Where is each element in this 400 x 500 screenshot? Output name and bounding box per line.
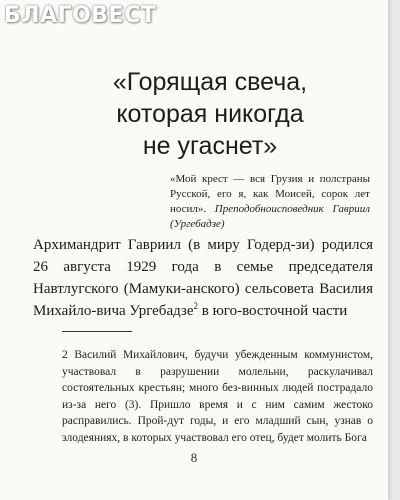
footnote-divider bbox=[62, 331, 132, 332]
epigraph-attribution: Преподобноисповедник Гавриил (Ургебадзе) bbox=[170, 203, 370, 230]
chapter-title bbox=[60, 66, 360, 162]
epigraph bbox=[170, 172, 370, 232]
footnote-reference: 2 bbox=[193, 301, 198, 311]
epigraph-quote: «Мой крест — вся Грузия и полстраны Русской, его я, как Моисей, сорок лет носил». bbox=[170, 173, 370, 215]
chapter-title-line: «Горящая свеча, bbox=[112, 68, 308, 96]
body-text-end: в юго-восточной части bbox=[198, 303, 348, 319]
footnote bbox=[62, 347, 373, 446]
body-paragraph bbox=[33, 234, 373, 322]
chapter-title-line: не угаснет» bbox=[142, 132, 278, 160]
page-number: 8 bbox=[190, 450, 198, 465]
body-text-start: Архимандрит Гавриил (в миру Годерд-зи) родился 26 августа 1929 года в семье председателя Навтлугского (Мамуки-анского) сельсовета Василия Михайло-вича Ургебадзе bbox=[33, 237, 373, 319]
watermark: БЛАГОВЕСТ bbox=[4, 3, 157, 28]
footnote-text: Василий Михайлович, будучи убежденным коммунистом, участвовал в разрушении молельни, раскулачивал состоятельных крестьян; много без-винных людей пострадало из-за него (3). Пришло время и с ним самим жестоко расправились. Прой-дут годы, и его младший сын, узнав о злодеяниях, в которых участвовал его отец, будет молить Бога bbox=[62, 349, 374, 444]
chapter-title-line: которая никогда bbox=[116, 100, 304, 128]
footnote-number: 2 bbox=[62, 349, 68, 361]
